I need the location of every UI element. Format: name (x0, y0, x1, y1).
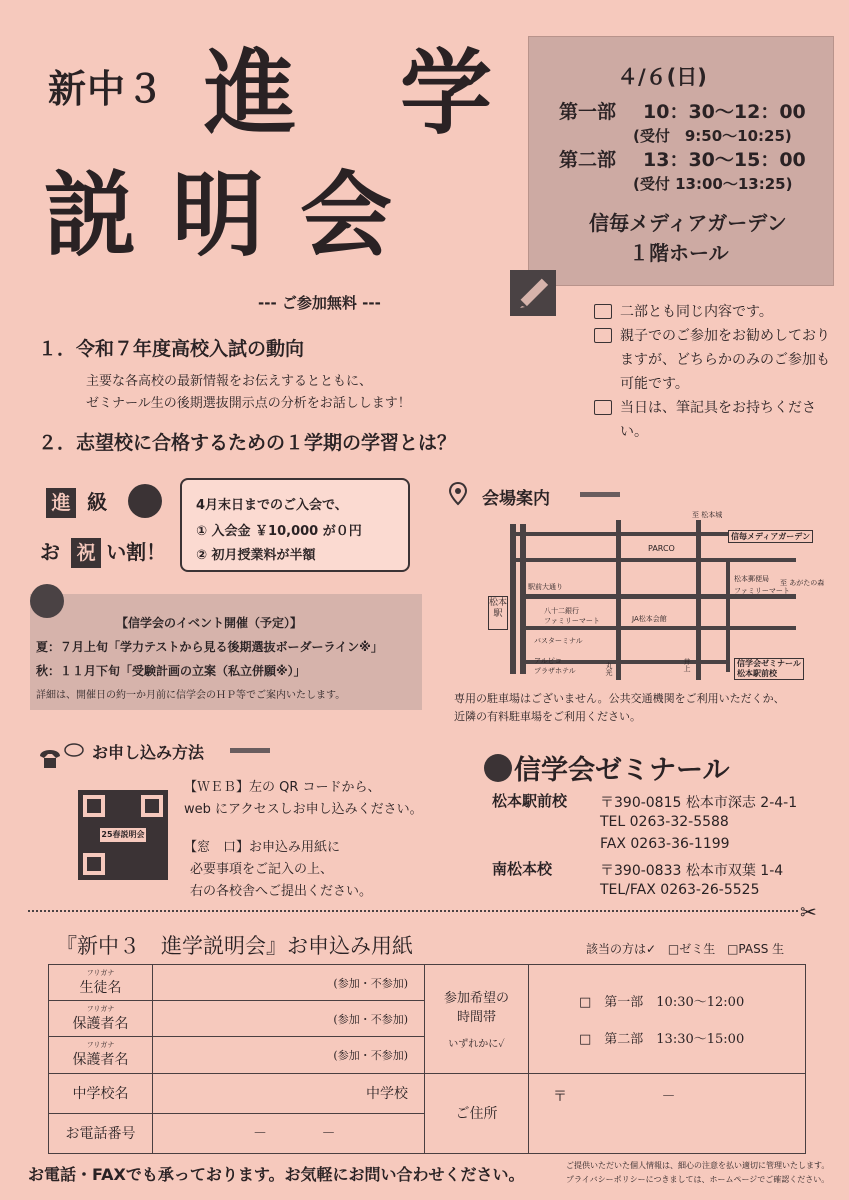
address-label: ご住所 (425, 1073, 529, 1153)
apply-window2: 必要事項をご記入の上、 (190, 862, 334, 877)
phone-field[interactable]: － － (153, 1113, 425, 1153)
part2-label: 第二部 (559, 149, 617, 171)
note-item: 親子でのご参加をお勧めしておりますが、どちらかのみのご参加も可能です。 (594, 324, 830, 396)
phone-label: お電話番号 (49, 1113, 153, 1153)
part1-reception: (受付 9:50～10:25) (633, 127, 792, 145)
form-title: 『新中３ 進学説明会』お申込み用紙 (56, 934, 413, 958)
school1-address: 〒390-0815 松本市深志 2-4-1 (600, 795, 798, 811)
arrow-icon (580, 492, 620, 497)
school-field[interactable]: 中学校 (153, 1073, 425, 1113)
topic1-desc1: 主要な各高校の最新情報をお伝えするとともに、 (86, 374, 373, 389)
checkbox-zemi[interactable]: □ゼミ生 (667, 942, 716, 956)
venue-line2: １階ホール (629, 241, 729, 265)
promo-box: 4月末日までのご入会で、 ① 入会金 ￥10,000 が０円 ② 初月授業料が半額 (180, 478, 410, 572)
checkbox-pass[interactable]: □PASS 生 (727, 942, 785, 956)
application-form (48, 964, 806, 1154)
schedule-box (528, 36, 834, 286)
guardian2-field[interactable]: (参加・不参加) (153, 1037, 425, 1073)
topic1-title: １．令和７年度高校入試の動向 (38, 338, 305, 360)
privacy-note1: ご提供いただいた個人情報は、細心の注意を払い適切に管理いたします。 (566, 1161, 830, 1170)
school1-name: 松本駅前校 (492, 792, 568, 810)
pencil-icon (510, 270, 556, 316)
form-applicable: 該当の方は✓ □ゼミ生 □PASS 生 (586, 942, 785, 956)
phone-icon (36, 742, 84, 772)
flower-icon (128, 484, 162, 518)
apply-web1: 【ＷＥＢ】左の QR コードから、 (184, 780, 381, 795)
checkbox-part2[interactable]: □ 第二部 13:30～15:00 (579, 1031, 745, 1047)
title-line2: 説明会 (44, 162, 429, 269)
school1-fax: FAX 0263-36-1199 (600, 836, 730, 852)
guardian-label: フリガナ 保護者名 (49, 1001, 153, 1037)
apply-heading: お申し込み方法 (92, 743, 205, 762)
note-item: 当日は、筆記具をお持ちください。 (594, 396, 830, 444)
school2-address: 〒390-0833 松本市双葉 1-4 (600, 863, 784, 879)
topic2-title: ２．志望校に合格するための１学期の学習とは？ (38, 432, 457, 454)
part2-time: 13：30～15：00 (643, 149, 806, 171)
event-date: ４/６(日) (617, 65, 707, 89)
venue-line1: 信毎メディアガーデン (589, 211, 787, 235)
note-icon (594, 328, 612, 343)
school2-name: 南松本校 (492, 860, 553, 878)
note-icon (594, 400, 612, 415)
company-logo-icon (484, 754, 512, 782)
part1-label: 第一部 (559, 101, 617, 123)
promo-badge: 進 級 (46, 486, 113, 518)
notes-list (594, 300, 830, 444)
part2-reception: (受付 13:00～13:25) (633, 175, 793, 193)
title-prefix: 新中３ (48, 67, 166, 111)
footer-main: お電話・FAXでも承っております。お気軽にお問い合わせください。 (28, 1165, 525, 1184)
venue-map-heading: 会場案内 (482, 489, 550, 509)
guardian2-label: フリガナ 保護者名 (49, 1037, 153, 1073)
megaphone-icon (30, 584, 64, 618)
promo-badge-line2: お 祝 い割！ (40, 536, 166, 568)
cut-line (28, 910, 798, 912)
student-field[interactable]: (参加・不参加) (153, 965, 425, 1001)
parking-note1: 専用の駐車場はございません。公共交通機関をご利用いただくか、 (454, 692, 785, 705)
company-name: 信学会ゼミナール (514, 755, 730, 786)
events-box: 【信学会のイベント開催（予定）】 夏：７月上旬「学力テストから見る後期選抜ボーダーライン※」 秋：１１月下旬「受験計画の立案（私立併願※）」 詳細は、開催日の約一か月前に信学会のＨＰ等でご案内いたします。 (30, 594, 422, 710)
apply-window1: 【窓 口】お申込み用紙に (184, 840, 341, 855)
school1-tel: TEL 0263-32-5588 (600, 814, 729, 830)
checkbox-part1[interactable]: □ 第一部 10:30～12:00 (579, 994, 745, 1010)
privacy-note2: プライバシーポリシーにつきましては、ホームページでご確認ください。 (566, 1175, 830, 1184)
note-icon (594, 304, 612, 319)
arrow-icon (230, 748, 270, 753)
guardian-field[interactable]: (参加・不参加) (153, 1001, 425, 1037)
note-item: 二部とも同じ内容です。 (594, 300, 830, 324)
scissors-icon: ✂ (800, 900, 817, 924)
title-line1: 進 学 (204, 40, 499, 147)
qr-code[interactable]: 25春説明会 (78, 790, 168, 880)
seminar-map-label: 信学会ゼミナール 松本駅前校 (734, 658, 804, 680)
apply-web2: web にアクセスしお申し込みください。 (184, 802, 423, 817)
school2-tel: TEL/FAX 0263-26-5525 (600, 882, 760, 898)
parking-note2: 近隣の有料駐車場をご利用ください。 (454, 710, 641, 723)
map-pin-icon (448, 482, 468, 506)
student-label: フリガナ 生徒名 (49, 965, 153, 1001)
topic1-desc2: ゼミナール生の後期選抜開示点の分析をお話しします！ (86, 396, 411, 411)
part1-time: 10：30～12：00 (643, 101, 806, 123)
apply-window3: 右の各校舎へご提出ください。 (190, 884, 373, 899)
address-field[interactable]: 〒 － (529, 1073, 806, 1153)
hope-options (529, 965, 806, 1074)
venue-map: 松本駅 至 松本城 至 あがたの森 PARCO 信毎メディアガーデン 松本郵便局 ファミリーマート 駅前大通り 八十二銀行 ファミリーマート JA松本会館 バスターミナル アルピコ プラザホテル 丸光 井上 信学会ゼミナール 松本駅前校 (489, 511, 825, 678)
station-label: 松本駅 (488, 596, 508, 630)
free-label: --- ご参加無料 --- (258, 294, 381, 312)
hope-label: 参加希望の 時間帯 いずれかに✓ (425, 965, 529, 1074)
school-label: 中学校名 (49, 1073, 153, 1113)
